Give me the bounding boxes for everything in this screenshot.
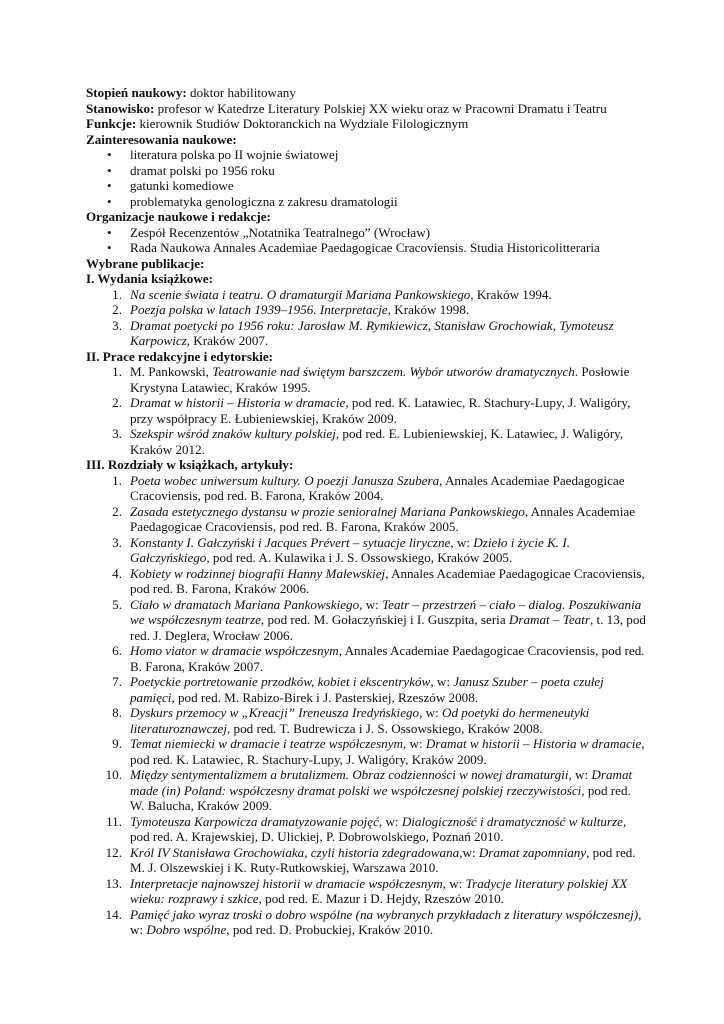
list-item: • gatunki komediowe bbox=[86, 178, 646, 194]
plain-text: , pod red. M. J. Olszewskiej i K. Ruty-Rutkowskiej, Warszawa 2010. bbox=[130, 844, 636, 875]
list-item bbox=[86, 426, 646, 457]
item-number: 7. bbox=[112, 674, 122, 689]
plain-text: , pod red. D. Probuckiej, Kraków 2010. bbox=[226, 922, 434, 937]
plain-text: ,w: bbox=[459, 844, 479, 860]
degree-label: Stopień naukowy: bbox=[86, 85, 187, 100]
plain-text: , Kraków 1998. bbox=[387, 302, 470, 317]
publication-list bbox=[86, 287, 646, 349]
italic-title: Dyskurs przemocy w „Kreacji” Ireneusza Iredyńskiego bbox=[130, 705, 420, 720]
list-item bbox=[86, 643, 646, 674]
italic-title: Dramat w historii – Historia w dramacie bbox=[425, 736, 642, 751]
list-item: • dramat polski po 1956 roku bbox=[86, 163, 646, 179]
item-number: 9. bbox=[112, 736, 122, 751]
italic-title: Kobiety w rodzinnej biografii Hanny Malewskiej bbox=[130, 565, 386, 581]
functions-value: kierownik Studiów Doktoranckich na Wydziale Filologicznym bbox=[136, 116, 469, 131]
plain-text: , Annales Academiae Paedagogicae Cracoviensis, pod red. B. Farona, Kraków 2005. bbox=[130, 503, 636, 534]
plain-text: , pod red. T. Budrewicza i J. S. Ossowskiego, Kraków 2008. bbox=[227, 720, 543, 736]
item-number: 13. bbox=[105, 875, 122, 891]
item-text bbox=[130, 287, 646, 303]
list-item bbox=[86, 473, 646, 504]
italic-title: Poetyckie portretowanie przodków, kobiet i ekscentryków bbox=[130, 674, 431, 689]
item-text bbox=[130, 535, 646, 566]
plain-text: , Kraków 1994. bbox=[470, 286, 552, 302]
item-number: 2. bbox=[112, 395, 122, 410]
list-item bbox=[86, 566, 646, 597]
item-number: 11. bbox=[106, 813, 122, 829]
italic-title: Teatrowanie nad świętym barszczem. Wybór utworów dramatycznych bbox=[212, 364, 575, 379]
plain-text: pod red. W. Balucha, Kraków 2009. bbox=[130, 782, 631, 813]
list-item bbox=[86, 535, 646, 566]
functions-label: Funkcje: bbox=[86, 116, 137, 131]
plain-text: , w: bbox=[378, 813, 402, 829]
plain-text: , Kraków 2007. bbox=[186, 333, 269, 348]
item-text bbox=[130, 767, 646, 814]
list-item bbox=[86, 302, 646, 318]
publication-list bbox=[86, 364, 646, 457]
plain-text: , pod red. K. Latawiec, R. Stachury-Lupy, J. Waligóry, Kraków 2009. bbox=[130, 736, 645, 767]
section-heading: III. Rozdziały w książkach, artykuły: bbox=[86, 457, 294, 472]
item-text bbox=[130, 395, 646, 426]
item-text bbox=[130, 643, 646, 674]
functions-line bbox=[86, 116, 646, 132]
interests-list bbox=[86, 147, 646, 209]
plain-text: . Posłowie Krystyna Latawiec, Kraków 1995. bbox=[130, 364, 630, 395]
plain-text: , w: bbox=[130, 906, 642, 937]
italic-title: Dramat zapomniany bbox=[478, 844, 587, 860]
list-item bbox=[86, 814, 646, 845]
italic-title: Na scenie świata i teatru. O dramaturgii Mariana Pankowskiego bbox=[130, 286, 471, 302]
item-text bbox=[130, 845, 646, 876]
interests-heading: Zainteresowania naukowe: bbox=[86, 131, 237, 147]
item-text bbox=[130, 814, 646, 845]
italic-title: Dzieło i życie K. I. Gałczyńskiego bbox=[130, 534, 570, 565]
list-item bbox=[86, 845, 646, 876]
section-heading: I. Wydania książkowe: bbox=[86, 271, 213, 286]
italic-title: Poezja polska w latach 1939–1956. Interpretacje bbox=[130, 302, 388, 317]
item-number: 8. bbox=[112, 705, 122, 720]
italic-title: Zasada estetycznego dystansu w prozie senioralnej Mariana Pankowskiego bbox=[130, 503, 525, 519]
plain-text: , w: bbox=[403, 736, 426, 751]
plain-text: , Annales Academiae Paedagogicae Cracoviensis, pod red. B. Farona, Kraków 2006. bbox=[130, 565, 645, 596]
plain-text: , t. 13, pod red. J. Deglera, Wrocław 2006. bbox=[130, 612, 646, 643]
italic-title: Między sentymentalizmem a brutalizmem. Obraz codzienności w nowej dramaturgii bbox=[130, 767, 569, 782]
item-number: 3. bbox=[112, 426, 122, 441]
list-item bbox=[86, 907, 646, 938]
italic-title: Janusz Szuber – poeta czułej pamięci bbox=[130, 674, 604, 705]
plain-text: , pod red. E. Mazur i D. Hejdy, Rzeszów 2010. bbox=[258, 891, 504, 906]
item-text bbox=[130, 302, 646, 318]
list-item: • literatura polska po II wojnie światowej bbox=[86, 147, 646, 163]
plain-text: , pod red. M. Rabizo-Birek i J. Pasterskiej, Rzeszów 2008. bbox=[171, 689, 479, 705]
document-body bbox=[86, 85, 646, 938]
plain-text: , pod red. A. Kulawika i J. S. Ossowskiego, Kraków 2005. bbox=[206, 550, 513, 565]
italic-title: Dobro wspólne bbox=[146, 922, 227, 937]
plain-text: , Annales Academiae Paedagogicae Cracoviensis, pod red. B. Farona, Kraków 2007. bbox=[130, 643, 645, 674]
position-line bbox=[86, 101, 646, 117]
list-item bbox=[86, 504, 646, 535]
organizations-list bbox=[86, 225, 646, 256]
italic-title: Król IV Stanisława Grochowiaka, czyli historia zdegradowana bbox=[130, 844, 460, 860]
item-number: 6. bbox=[112, 643, 122, 658]
section-heading: II. Prace redakcyjne i edytorskie: bbox=[86, 348, 274, 364]
italic-title: Poeta wobec uniwersum kultury. O poezji Janusza Szubera bbox=[130, 472, 440, 488]
italic-title: Tradycje literatury polskiej XX wieku: rozprawy i szkice bbox=[130, 875, 628, 906]
list-item: • problematyka genologiczna z zakresu dramatologii bbox=[86, 194, 646, 210]
list-item bbox=[86, 287, 646, 303]
list-item: • Zespół Recenzentów „Notatnika Teatralnego” (Wrocław) bbox=[86, 225, 646, 241]
item-number: 10. bbox=[105, 767, 122, 782]
plain-text: , w: bbox=[568, 767, 592, 782]
italic-title: Homo viator w dramacie współczesnym bbox=[130, 643, 339, 658]
list-item bbox=[86, 395, 646, 426]
italic-title: Temat niemiecki w dramacie i teatrze współczesnym bbox=[130, 736, 403, 751]
italic-title: Szekspir wśród znaków kultury polskiej bbox=[130, 426, 336, 441]
item-text bbox=[130, 705, 646, 736]
italic-title: Pamięć jako wyraz troski o dobro wspólne (na wybranych przykładach z literatury współczesnej) bbox=[130, 906, 639, 922]
publications-heading: Wybrane publikacje: bbox=[86, 255, 205, 271]
italic-title: Dramat made (in) Poland: współczesny dramat polski we współczesnej polskiej rzeczywistości, bbox=[130, 767, 633, 798]
list-item bbox=[86, 364, 646, 395]
italic-title: Dramat poetycki po 1956 roku: Jarosław M. Rymkiewicz, Stanisław Grochowiak, Tymoteusz Karpowicz bbox=[130, 317, 614, 348]
item-number: 12. bbox=[105, 844, 122, 860]
plain-text: , w: bbox=[419, 705, 443, 720]
position-label: Stanowisko: bbox=[86, 100, 155, 116]
italic-title: Dramat – Teatr bbox=[508, 612, 590, 627]
organizations-heading: Organizacje naukowe i redakcje: bbox=[86, 209, 271, 224]
publication-sections bbox=[86, 271, 646, 938]
list-item bbox=[86, 736, 646, 767]
item-number: 1. bbox=[112, 364, 122, 379]
item-number: 2. bbox=[112, 302, 122, 317]
italic-title: Interpretacje najnowszej historii w dramacie współczesnym bbox=[130, 875, 443, 891]
item-text bbox=[130, 364, 646, 395]
italic-title: Od poetyki do hermeneutyki literaturoznawczej bbox=[130, 705, 590, 736]
item-text bbox=[130, 426, 646, 457]
item-text bbox=[130, 907, 646, 938]
item-text bbox=[130, 318, 646, 349]
plain-text: , pod red. A. Krajewskiej, D. Ulickiej, P. Dobrowolskiego, Poznań 2010. bbox=[130, 813, 627, 844]
item-text bbox=[130, 674, 646, 705]
position-value: profesor w Katedrze Literatury Polskiej XX wieku oraz w Pracowni Dramatu i Teatru bbox=[154, 100, 607, 116]
plain-text: , w: bbox=[450, 534, 474, 550]
italic-title: Teatr – przestrzeń – ciało – dialog. Poszukiwania we współczesnym teatrze bbox=[130, 596, 642, 627]
item-number: 1. bbox=[112, 286, 122, 302]
item-text bbox=[130, 504, 646, 535]
italic-title: Dialogiczność i dramatyczność w kulturze bbox=[401, 813, 623, 829]
item-text bbox=[130, 566, 646, 597]
plain-text: , pod red. M. Gołaczyńskiej i I. Guszpita, seria bbox=[260, 612, 509, 627]
degree-value: doktor habilitowany bbox=[186, 85, 296, 100]
plain-text: M. Pankowski, bbox=[130, 364, 213, 379]
plain-text: , Annales Academiae Paedagogicae Cracoviensis, pod red. B. Farona, Kraków 2004. bbox=[130, 472, 625, 503]
plain-text: , w: bbox=[430, 674, 454, 689]
publication-list bbox=[86, 473, 646, 938]
item-text bbox=[130, 597, 646, 644]
item-text bbox=[130, 736, 646, 767]
item-number: 5. bbox=[112, 596, 122, 612]
list-item bbox=[86, 705, 646, 736]
item-number: 2. bbox=[112, 503, 122, 519]
item-number: 4. bbox=[112, 565, 122, 581]
plain-text: , pod red. K. Latawiec, R. Stachury-Lupy, J. Waligóry, przy współpracy E. Łubieniewskiej, Kraków 2009. bbox=[130, 395, 631, 426]
list-item bbox=[86, 767, 646, 814]
plain-text: , w: bbox=[359, 596, 383, 612]
italic-title: Ciało w dramatach Mariana Pankowskiego bbox=[130, 596, 360, 612]
plain-text: , pod red. E. Lubieniewskiej, K. Latawiec, J. Waligóry, Kraków 2012. bbox=[130, 426, 624, 457]
item-text bbox=[130, 876, 646, 907]
list-item bbox=[86, 318, 646, 349]
item-number: 14. bbox=[105, 906, 122, 922]
italic-title: Dramat w historii – Historia w dramacie bbox=[130, 395, 346, 410]
italic-title: Konstanty I. Gałczyński i Jacques Prévert – sytuacje liryczne bbox=[130, 534, 451, 550]
item-number: 3. bbox=[112, 317, 122, 333]
degree-line bbox=[86, 85, 646, 101]
item-text bbox=[130, 473, 646, 504]
item-number: 1. bbox=[112, 472, 122, 488]
italic-title: Tymoteusza Karpowicza dramatyzowanie pojęć bbox=[130, 813, 379, 829]
plain-text: , w: bbox=[442, 875, 466, 891]
list-item: • Rada Naukowa Annales Academiae Paedagogicae Cracoviensis. Studia Historicolitteraria bbox=[86, 240, 646, 256]
list-item bbox=[86, 876, 646, 907]
item-number: 3. bbox=[112, 534, 122, 550]
list-item bbox=[86, 597, 646, 644]
list-item bbox=[86, 674, 646, 705]
